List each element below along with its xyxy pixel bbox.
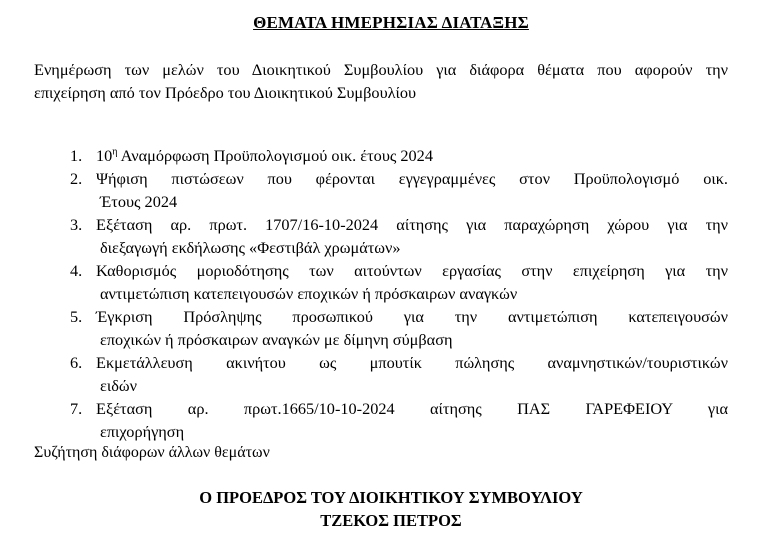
- agenda-item-line-1: Εξέταση αρ. πρωτ.1665/10-10-2024 αίτησης ΠΑΣ ΓΑΡΕΦΕΙΟΥ για: [96, 399, 728, 418]
- document-title: ΘΕΜΑΤΑ ΗΜΕΡΗΣΙΑΣ ΔΙΑΤΑΞΗΣ: [253, 13, 529, 32]
- agenda-item-number: 2.: [70, 169, 83, 188]
- agenda-item-text: [96, 167, 728, 213]
- agenda-item-2: [70, 167, 728, 213]
- agenda-item-text: [96, 259, 728, 305]
- agenda-list: [70, 144, 728, 443]
- other-topics: Συζήτηση διάφορων άλλων θεμάτων: [34, 444, 270, 461]
- agenda-item-line-1: Αναμόρφωση Προϋπολογισμού οικ. έτους 2024: [117, 146, 433, 165]
- agenda-item-number: 4.: [70, 261, 83, 280]
- agenda-item-number: 5.: [70, 307, 83, 326]
- agenda-item-4: [70, 259, 728, 305]
- agenda-item-1: [70, 144, 728, 167]
- agenda-item-line-2: αντιμετώπιση κατεπειγουσών εποχικών ή πρόσκαιρων αναγκών: [100, 284, 518, 303]
- signature-role: Ο ΠΡΟΕΔΡΟΣ ΤΟΥ ΔΙΟΙΚΗΤΙΚΟΥ ΣΥΜΒΟΥΛΙΟΥ: [199, 488, 583, 507]
- agenda-item-line-2: Έτους 2024: [100, 192, 178, 211]
- agenda-item-line-1: Έγκριση Πρόσληψης προσωπικού για την αντιμετώπιση κατεπειγουσών: [96, 307, 728, 326]
- agenda-item-line-2: εποχικών ή πρόσκαιρων αναγκών με δίμηνη σύμβαση: [100, 330, 453, 349]
- agenda-item-number: 3.: [70, 215, 83, 234]
- agenda-item-3: [70, 213, 728, 259]
- agenda-item-ordinal: 10: [96, 146, 113, 165]
- agenda-item-line-1: Εξέταση αρ. πρωτ. 1707/16-10-2024 αίτησης για παραχώρηση χώρου για την: [96, 215, 728, 234]
- signature-name: ΤΖΕΚΟΣ ΠΕΤΡΟΣ: [320, 511, 462, 530]
- agenda-item-ordinal-suffix: η: [112, 146, 118, 158]
- agenda-item-text: [96, 144, 728, 167]
- agenda-item-text: [96, 305, 728, 351]
- agenda-item-7: [70, 397, 728, 443]
- intro-line-2: επιχείρηση από τον Πρόεδρο του Διοικητικού Συμβουλίου: [34, 83, 417, 102]
- signature-block: [0, 486, 782, 532]
- agenda-item-line-1: Ψήφιση πιστώσεων που φέρονται εγγεγραμμένες στον Προϋπολογισμό οικ.: [96, 169, 728, 188]
- agenda-item-line-2: διεξαγωγή εκδήλωσης «Φεστιβάλ χρωμάτων»: [100, 238, 401, 257]
- agenda-item-6: [70, 351, 728, 397]
- agenda-item-line-1: Εκμετάλλευση ακινήτου ως μπουτίκ πώλησης αναμνηστικών/τουριστικών: [96, 353, 728, 372]
- agenda-item-number: 1.: [70, 146, 83, 165]
- agenda-item-5: [70, 305, 728, 351]
- agenda-item-line-2: επιχορήγηση: [100, 422, 185, 441]
- agenda-item-line-1: Καθορισμός μοριοδότησης των αιτούντων εργασίας στην επιχείρηση για την: [96, 261, 728, 280]
- agenda-item-text: [96, 397, 728, 443]
- agenda-item-number: 6.: [70, 353, 83, 372]
- intro-line-1: Ενημέρωση των μελών του Διοικητικού Συμβουλίου για διάφορα θέματα που αφορούν την: [34, 60, 728, 79]
- agenda-item-text: [96, 351, 728, 397]
- intro-paragraph: [34, 58, 728, 104]
- agenda-item-number: 7.: [70, 399, 83, 418]
- agenda-item-line-2: ειδών: [100, 376, 137, 395]
- agenda-item-text: [96, 213, 728, 259]
